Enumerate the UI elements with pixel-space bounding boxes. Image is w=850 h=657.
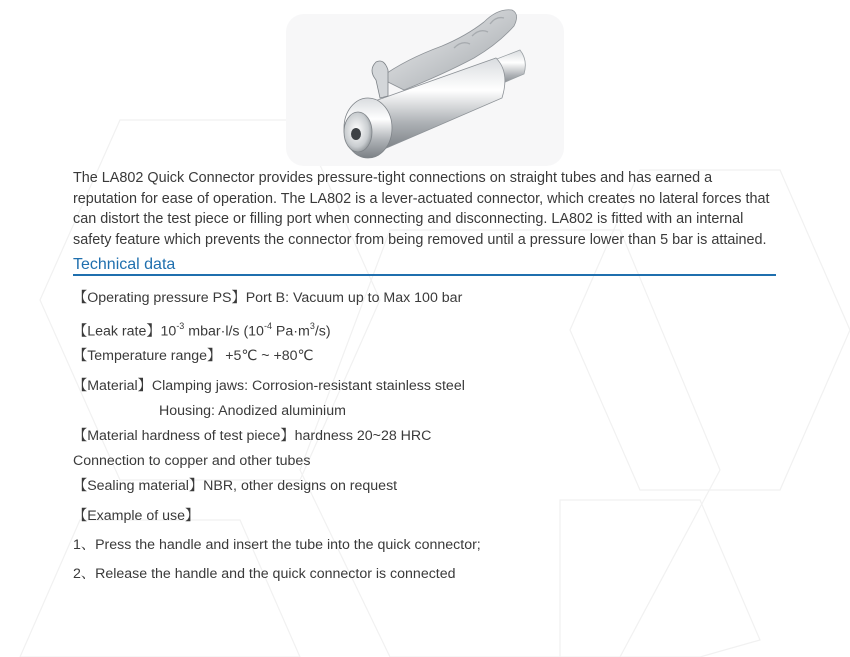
leak-rate-exp2: -4 <box>263 321 272 331</box>
spec-sealing: 【Sealing material】NBR, other designs on request <box>73 478 398 494</box>
spec-leak-rate <box>73 318 331 341</box>
leak-rate-exp3: 3 <box>309 321 315 331</box>
spec-hardness: 【Material hardness of test piece】hardness 20~28 HRC <box>73 428 432 444</box>
example-step-2: 2、Release the handle and the quick connector is connected <box>73 566 456 582</box>
leak-rate-mid2: Pa·m <box>271 323 310 340</box>
spec-connection: Connection to copper and other tubes <box>73 453 311 469</box>
leak-rate-suffix: /s) <box>314 323 331 340</box>
quick-connector-image <box>284 0 566 168</box>
leak-rate-mid: mbar·l/s (10 <box>184 323 264 340</box>
leak-rate-prefix: 【Leak rate】10 <box>73 323 177 340</box>
spec-housing: Housing: Anodized aluminium <box>159 403 346 419</box>
intro-paragraph: The LA802 Quick Connector provides pressure-tight connections on straight tubes and has earned a reputation for ease of operation. The LA802 is a lever-actuated connector, which creates no lateral forces that can distort the test piece or filling port when connecting and disconnecting. LA802 is fitted with an internal safety feature which prevents the connector from being removed until a pressure lower than 5 bar is attained. <box>73 170 770 248</box>
technical-data-heading: Technical data <box>73 255 776 276</box>
spec-material: 【Material】Clamping jaws: Corrosion-resistant stainless steel <box>73 378 465 394</box>
example-step-1: 1、Press the handle and insert the tube into the quick connector; <box>73 537 481 553</box>
leak-rate-exp1: -3 <box>176 321 185 331</box>
spec-temperature: 【Temperature range】 +5℃ ~ +80℃ <box>73 348 314 364</box>
example-title: 【Example of use】 <box>73 508 200 524</box>
spec-operating-pressure: 【Operating pressure PS】Port B: Vacuum up to Max 100 bar <box>73 290 463 306</box>
